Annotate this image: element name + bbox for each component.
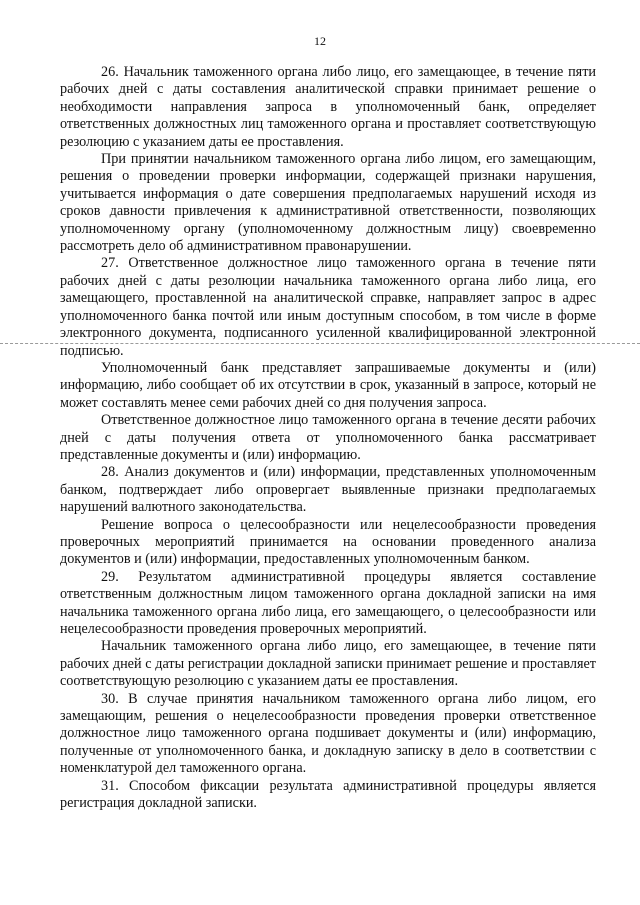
paragraph: Начальник таможенного органа либо лицо, его замещающее, в течение пяти рабочих дней с даты регистрации докладной записки принимает решение и проставляет соответствующую резолюцию с указанием даты ее проставления. (60, 638, 596, 690)
paragraph: 26. Начальник таможенного органа либо лицо, его замещающее, в течение пяти рабочих дней с даты составления аналитической справки принимает решение о необходимости направления запроса в уполномоченный банк, определяет ответственных должностных лиц таможенного органа и проставляет соответствующую резолюцию с указанием даты ее проставления. (60, 64, 596, 150)
paragraph: 31. Способом фиксации результата административной процедуры является регистрация докладной записки. (60, 777, 596, 812)
paragraph: Ответственное должностное лицо таможенного органа в течение десяти рабочих дней с даты получения ответа от уполномоченного банка рассматривает представленные документы и (или) информацию. (60, 412, 596, 463)
paragraph: При принятии начальником таможенного органа либо лицом, его замещающим, решения о проведении проверки информации, содержащей признаки нарушения, учитывается информация о дате совершения предполагаемых нарушений исходя из сроков давности привлечения к административной ответственности, позволяющих уполномоченному органу (уполномоченному должностным лицу) своевременно рассмотреть дело об административном правонарушении. (60, 151, 596, 255)
paragraph: Решение вопроса о целесообразности или нецелесообразности проведения проверочных мероприятий принимается на основании проведенного анализа документов и (или) информации, предоставленных уполномоченным банком. (60, 516, 596, 568)
paragraph: 30. В случае принятия начальником таможенного органа либо лицом, его замещающим, решения о нецелесообразности проведения проверки ответственное должностное лицо таможенного органа подшивает документы и (или) информацию, полученные от уполномоченного банка, и докладную записку в дело в соответствии с номенклатурой дел таможенного органа. (60, 690, 596, 777)
paragraph: Уполномоченный банк представляет запрашиваемые документы и (или) информацию, либо сообщает об их отсутствии в срок, указанный в запросе, который не может составлять менее семи рабочих дней со дня получения запроса. (60, 359, 596, 411)
paragraph: 28. Анализ документов и (или) информации, представленных уполномоченным банком, подтверждает либо опровергает выявленные признаки предполагаемых нарушений валютного законодательства. (60, 464, 596, 516)
document-body (60, 64, 596, 812)
paragraph: 29. Результатом административной процедуры является составление ответственным должностным лицом таможенного органа докладной записки на имя начальника таможенного органа либо лица, его замещающего, о целесообразности или нецелесообразности проведения проверочных мероприятий. (60, 568, 596, 637)
paragraph: 27. Ответственное должностное лицо таможенного органа в течение пяти рабочих дней с даты резолюции начальника таможенного органа либо лица, его замещающего, проставленной на аналитической справке, направляет запрос в адрес уполномоченного банка почтой или иным доступным способом, в том числе в форме электронного документа, подписанного усиленной квалифицированной электронной подписью. (60, 255, 596, 359)
page-number: 12 (314, 34, 326, 48)
